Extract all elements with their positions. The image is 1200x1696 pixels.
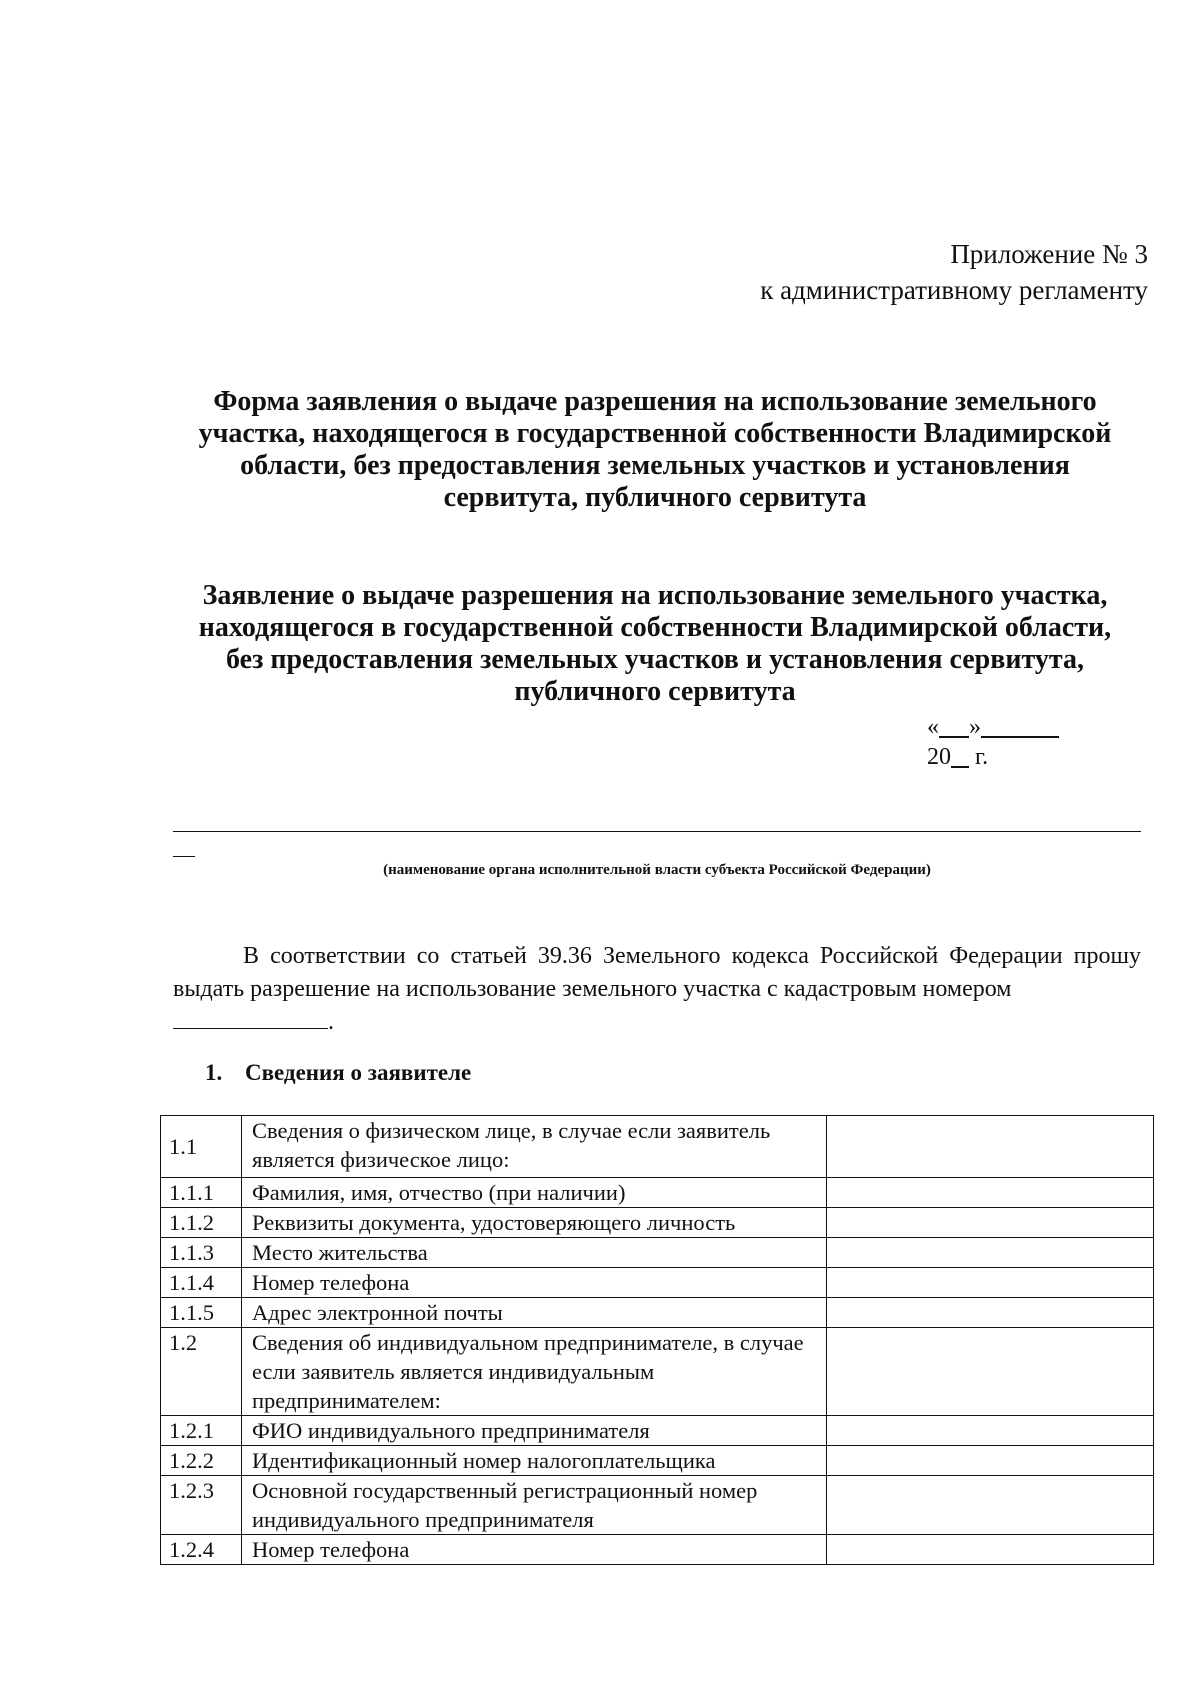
table-row <box>161 1208 1154 1238</box>
application-title-line: без предоставления земельных участков и установления сервитута, <box>226 644 1084 675</box>
row-value-cell[interactable] <box>827 1446 1154 1476</box>
row-value-cell[interactable] <box>827 1238 1154 1268</box>
row-number: 1.2.4 <box>161 1535 242 1565</box>
table-row <box>161 1416 1154 1446</box>
row-value-cell[interactable] <box>827 1298 1154 1328</box>
row-label: ФИО индивидуального предпринимателя <box>242 1416 827 1446</box>
dash-mark <box>173 856 195 857</box>
day-blank[interactable] <box>939 714 969 740</box>
table-row <box>161 1328 1154 1416</box>
row-label: Номер телефона <box>242 1268 827 1298</box>
table-row <box>161 1298 1154 1328</box>
month-blank[interactable] <box>981 714 1059 740</box>
row-value-cell[interactable] <box>827 1328 1154 1416</box>
year-suffix: г. <box>975 744 989 770</box>
table-row <box>161 1268 1154 1298</box>
application-title <box>160 580 1150 708</box>
table-row <box>161 1535 1154 1565</box>
table-row <box>161 1178 1154 1208</box>
date-year-line <box>927 742 1059 772</box>
year-prefix: 20 <box>927 744 951 770</box>
form-title-line: участка, находящегося в государственной собственности Владимирской <box>198 418 1112 449</box>
authority-name-line[interactable] <box>173 831 1141 832</box>
appendix-number: Приложение № 3 <box>950 239 1148 269</box>
row-number: 1.1.2 <box>161 1208 242 1238</box>
application-title-line: Заявление о выдаче разрешения на использование земельного участка, <box>202 580 1108 611</box>
row-number: 1.2.2 <box>161 1446 242 1476</box>
close-quote: » <box>969 714 981 740</box>
row-value-cell[interactable] <box>827 1416 1154 1446</box>
row-value-cell[interactable] <box>827 1476 1154 1535</box>
date-day-month-line <box>927 712 1059 742</box>
form-title <box>160 386 1150 514</box>
request-paragraph: В соответствии со статьей 39.36 Земельного кодекса Российской Федерации прошу выдать разрешение на использование земельного участка с кадастровым номером . <box>173 943 1141 1035</box>
authority-caption: (наименование органа исполнительной власти субъекта Российской Федерации) <box>383 862 931 878</box>
form-title-line: Форма заявления о выдаче разрешения на использование земельного <box>213 386 1097 417</box>
year-blank[interactable] <box>951 744 969 770</box>
table-row <box>161 1116 1154 1178</box>
section-number: 1. <box>205 1060 223 1085</box>
row-label: Сведения об индивидуальном предпринимателе, в случае если заявитель является индивидуальным предпринимателем: <box>242 1328 827 1416</box>
row-label: Сведения о физическом лице, в случае если заявитель является физическое лицо: <box>242 1116 827 1178</box>
open-quote: « <box>927 714 939 740</box>
row-number: 1.2.3 <box>161 1476 242 1535</box>
row-value-cell[interactable] <box>827 1208 1154 1238</box>
form-title-line: области, без предоставления земельных участков и установления <box>240 450 1070 481</box>
table-row <box>161 1446 1154 1476</box>
row-number: 1.1.3 <box>161 1238 242 1268</box>
row-value-cell[interactable] <box>827 1116 1154 1178</box>
row-label: Номер телефона <box>242 1535 827 1565</box>
row-label: Фамилия, имя, отчество (при наличии) <box>242 1178 827 1208</box>
section-title: Сведения о заявителе <box>245 1060 472 1085</box>
row-number: 1.1.1 <box>161 1178 242 1208</box>
row-label: Адрес электронной почты <box>242 1298 827 1328</box>
appendix-regulation: к административному регламенту <box>760 275 1148 305</box>
row-number: 1.2.1 <box>161 1416 242 1446</box>
appendix-reference <box>760 236 1148 308</box>
row-number: 1.1.4 <box>161 1268 242 1298</box>
table-row <box>161 1476 1154 1535</box>
applicant-info-table <box>160 1115 1154 1565</box>
row-value-cell[interactable] <box>827 1535 1154 1565</box>
section-heading <box>205 1058 471 1088</box>
form-title-line: сервитута, публичного сервитута <box>443 482 867 513</box>
row-label: Реквизиты документа, удостоверяющего личность <box>242 1208 827 1238</box>
row-label: Основной государственный регистрационный номер индивидуального предпринимателя <box>242 1476 827 1535</box>
row-number: 1.1 <box>161 1116 242 1178</box>
row-value-cell[interactable] <box>827 1178 1154 1208</box>
row-label: Место жительства <box>242 1238 827 1268</box>
row-label: Идентификационный номер налогоплательщика <box>242 1446 827 1476</box>
row-value-cell[interactable] <box>827 1268 1154 1298</box>
request-text: В соответствии со статьей 39.36 Земельного кодекса Российской Федерации прошу выдать разрешение на использование земельного участка с кадастровым номером <box>173 943 1141 1002</box>
row-number: 1.2 <box>161 1328 242 1416</box>
application-title-line: публичного сервитута <box>514 676 796 707</box>
table-row <box>161 1238 1154 1268</box>
cadastral-number-blank[interactable] <box>173 1010 328 1029</box>
date-field <box>927 712 1059 772</box>
row-number: 1.1.5 <box>161 1298 242 1328</box>
application-title-line: находящегося в государственной собственности Владимирской области, <box>198 612 1112 643</box>
